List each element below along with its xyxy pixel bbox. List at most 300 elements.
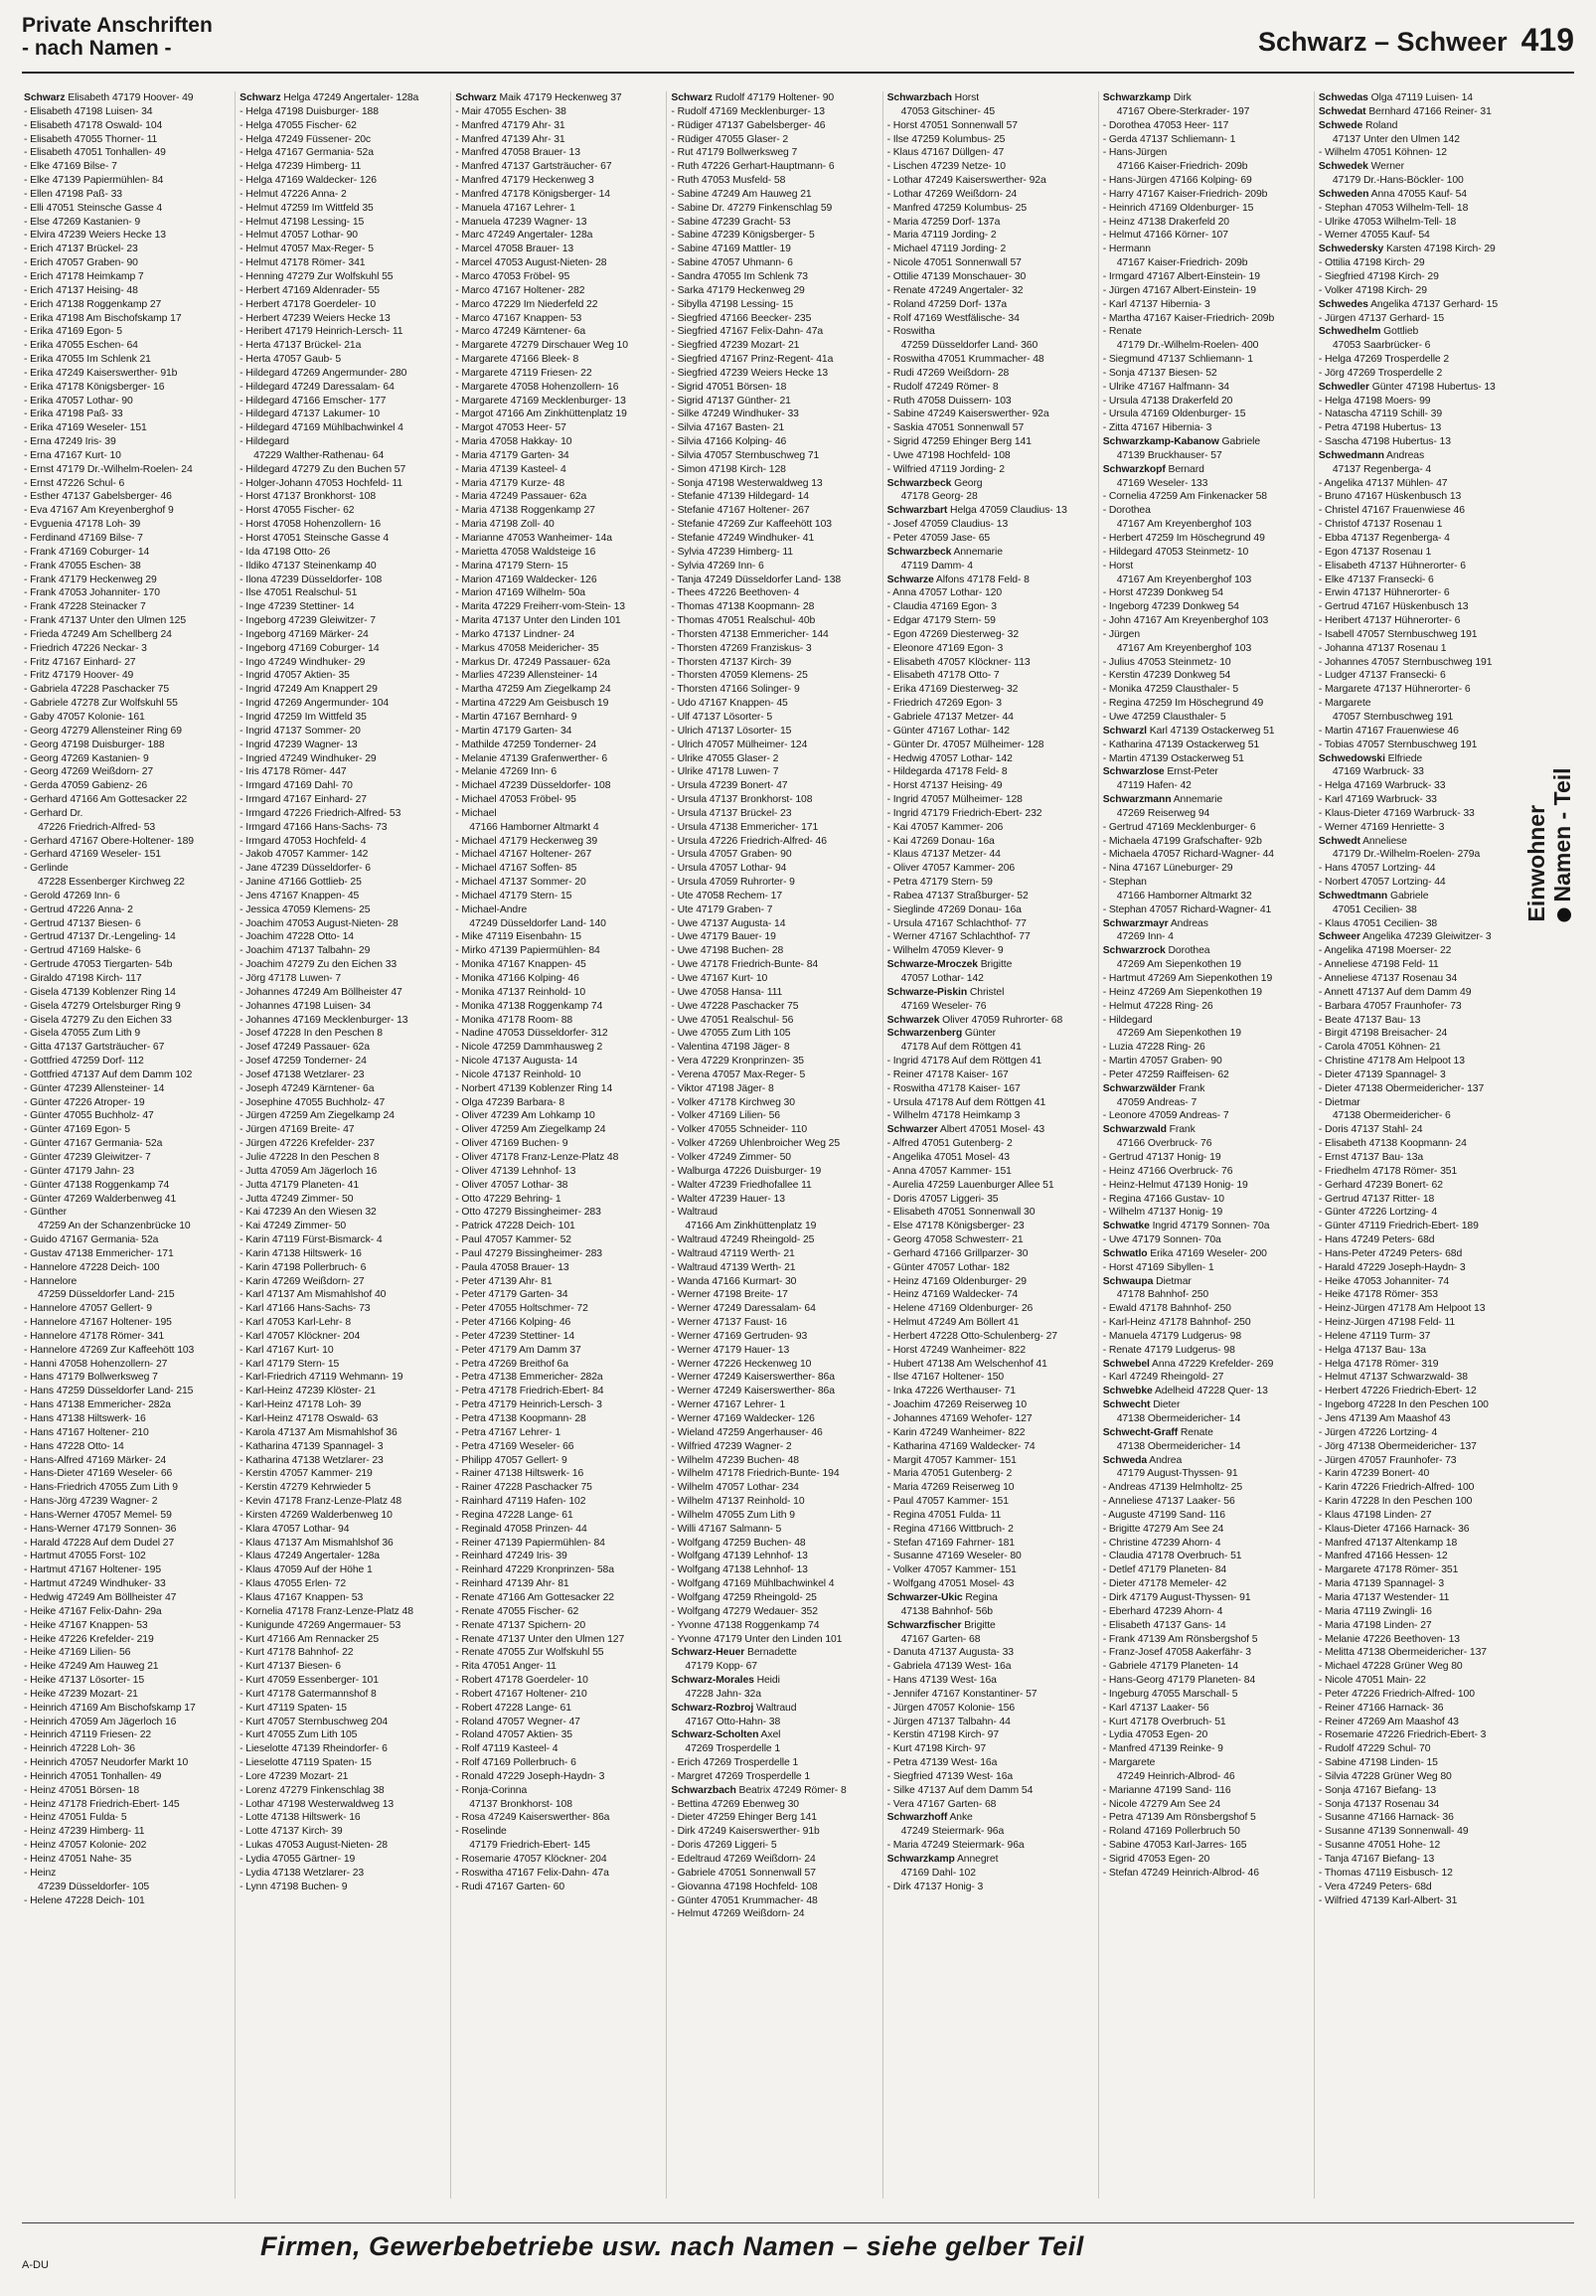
entry-details: - Sigrid 47053 Egen- 20 — [1102, 1854, 1210, 1865]
directory-entry — [24, 1082, 233, 1096]
directory-entry — [671, 1716, 879, 1729]
entry-details: - Gerhard 47239 Bonert- 62 — [1318, 1179, 1443, 1191]
directory-entry — [239, 119, 448, 133]
entry-details: - Gabriele 47278 Zur Wolfskuhl 55 — [24, 698, 178, 710]
entry-details: - Martha 47167 Kaiser-Friedrich- 209b — [1102, 312, 1275, 324]
directory-entry — [239, 1096, 448, 1110]
entry-details: Anna 47055 Kauf- 54 — [1368, 188, 1467, 200]
directory-entry — [887, 930, 1096, 944]
entry-details: - Gabriele 47179 Planeten- 14 — [1102, 1661, 1239, 1673]
entry-details: - Helene 47169 Oldenburger- 26 — [886, 1303, 1034, 1315]
entry-details: - Elvira 47239 Weiers Hecke 13 — [24, 230, 166, 242]
entry-details: - Rüdiger 47055 Glaser- 2 — [671, 133, 789, 145]
directory-entry — [455, 1398, 664, 1412]
entry-details: - Nina 47167 Lüneburger- 29 — [1102, 863, 1233, 875]
directory-entry — [1103, 532, 1312, 546]
surname: Schwarzhoff — [886, 1812, 948, 1824]
directory-entry — [887, 1371, 1096, 1385]
entry-details: - Reinhard 47139 Ahr- 81 — [455, 1578, 569, 1590]
entry-details: - Heike 47137 Lösorter- 15 — [24, 1675, 145, 1687]
entry-details: - Doris 47137 Stahl- 24 — [1318, 1124, 1423, 1136]
entry-details: - Horst 47249 Wanheimer- 822 — [886, 1344, 1027, 1356]
entry-details: - Jürgen 47137 Talbahn- 44 — [886, 1716, 1011, 1727]
entry-details: Andrea — [1147, 1454, 1183, 1466]
entry-details: - Margarete 47178 Römer- 351 — [1318, 1564, 1459, 1576]
directory-entry — [1103, 1825, 1312, 1839]
directory-entry — [24, 1894, 233, 1908]
entry-details: 47229 Walther-Rathenau- 64 — [253, 449, 385, 461]
directory-entry — [239, 1839, 448, 1853]
entry-details: - Inka 47226 Werthauser- 71 — [886, 1386, 1016, 1397]
entry-details: - Michael 47179 Stern- 15 — [455, 890, 572, 902]
entry-details: - Waltraud — [671, 1207, 718, 1219]
directory-entry — [24, 642, 233, 656]
entry-details: - Siegmund 47137 Schliemann- 1 — [1102, 354, 1253, 366]
entry-details: - Monika 47166 Kolping- 46 — [455, 973, 579, 984]
directory-entry — [887, 1825, 1096, 1839]
entry-details: - Josef 47249 Passauer- 62a — [239, 1042, 370, 1054]
directory-entry — [239, 1179, 448, 1193]
directory-entry — [455, 1454, 664, 1468]
directory-entry — [671, 463, 879, 477]
directory-column — [1319, 91, 1529, 2199]
entry-details: - Sascha 47198 Hubertus- 13 — [1318, 436, 1451, 448]
entry-details: - Monika 47259 Clausthaler- 5 — [1102, 684, 1238, 696]
directory-entry — [1103, 1082, 1312, 1096]
entry-details: - Maria 47139 Kasteel- 4 — [455, 463, 566, 475]
entry-details: - Margarete — [1102, 1757, 1156, 1769]
entry-details: - Ernst 47137 Bau- 13a — [1318, 1151, 1424, 1163]
entry-details: - Anneliese 47137 Laaker- 56 — [1102, 1496, 1235, 1508]
entry-details: - Ruth 47058 Duissern- 103 — [886, 395, 1012, 407]
directory-entry — [24, 1742, 233, 1756]
directory-entry — [1319, 1261, 1527, 1275]
entry-details: - Petra 47178 Friedrich-Ebert- 84 — [455, 1386, 604, 1397]
directory-entry — [1103, 395, 1312, 409]
directory-entry — [1319, 1151, 1527, 1165]
directory-entry — [455, 1577, 664, 1591]
directory-entry — [1319, 1811, 1527, 1825]
directory-entry — [887, 216, 1096, 230]
entry-details: - Manuela 47179 Ludgerus- 98 — [1102, 1330, 1242, 1342]
directory-entry — [24, 477, 233, 491]
directory-entry — [24, 1756, 233, 1770]
directory-entry — [1319, 779, 1527, 793]
entry-details: - Gerda 47059 Gabienz- 26 — [24, 780, 147, 792]
directory-entry — [24, 862, 233, 876]
directory-entry — [455, 284, 664, 298]
entry-details: 47166 Kaiser-Friedrich- 209b — [1116, 161, 1248, 173]
surname: Schwarzfischer — [886, 1619, 962, 1631]
entry-details: - Martina 47229 Am Geisbusch 19 — [455, 698, 609, 710]
directory-entry — [239, 216, 448, 230]
entry-details: Adelheid 47228 Quer- 13 — [1152, 1386, 1268, 1397]
directory-entry — [887, 903, 1096, 917]
entry-details: - Kurt 47178 Gatermannshof 8 — [239, 1688, 377, 1700]
entry-details: - Elisabeth 47137 Hühnerorter- 6 — [1318, 560, 1466, 572]
entry-details: - Ilse 47051 Realschul- 51 — [239, 587, 358, 599]
directory-entry — [455, 1344, 664, 1358]
entry-details: Karl 47139 Ostackerweg 51 — [1146, 725, 1275, 737]
directory-entry — [1103, 1591, 1312, 1605]
entry-details: - Heike 47226 Krefelder- 219 — [24, 1633, 154, 1645]
directory-entry — [24, 1495, 233, 1509]
directory-entry — [671, 395, 879, 409]
directory-entry — [24, 1550, 233, 1563]
entry-details: - Hans-Werner 47057 Memel- 59 — [24, 1509, 172, 1521]
directory-entry — [1103, 793, 1312, 807]
entry-details: - Otto 47229 Behring- 1 — [455, 1193, 561, 1205]
directory-entry — [1319, 339, 1527, 353]
entry-details: - Volker 47057 Kammer- 151 — [886, 1564, 1017, 1576]
directory-entry — [1319, 752, 1527, 766]
directory-entry — [24, 1716, 233, 1729]
directory-entry — [1319, 421, 1527, 435]
directory-entry — [1103, 105, 1312, 119]
entry-details: - Dorothea 47053 Heer- 117 — [1102, 119, 1229, 131]
surname: Schwarzkamp — [1102, 92, 1171, 103]
entry-details: - Ellen 47198 Paß- 33 — [24, 188, 122, 200]
entry-details: - Wolfgang 47138 Lehnhof- 13 — [671, 1564, 808, 1576]
directory-entry — [239, 1041, 448, 1055]
entry-details: - Claudia 47169 Egon- 3 — [886, 601, 997, 613]
entry-details: - Klaus 47249 Angertaler- 128a — [239, 1551, 380, 1562]
entry-details: - Horst 47137 Heising- 49 — [886, 780, 1003, 792]
entry-details: - Elisabeth 47051 Sonnenwall 30 — [886, 1207, 1036, 1219]
entry-details: - Elli 47051 Steinsche Gasse 4 — [24, 202, 163, 214]
directory-entry — [455, 160, 664, 174]
directory-entry — [455, 821, 664, 835]
entry-details: 47167 Am Kreyenberghof 103 — [1116, 642, 1252, 654]
directory-entry — [671, 656, 879, 670]
directory-entry — [1103, 353, 1312, 367]
entry-details: - Gertrud 47137 Dr.-Lengeling- 14 — [24, 931, 176, 943]
entry-details: - Susanne 47169 Weseler- 80 — [886, 1551, 1022, 1562]
entry-details: - Klaus 47059 Auf der Höhe 1 — [239, 1564, 373, 1576]
directory-entry — [671, 202, 879, 216]
entry-details: Dorothea — [1165, 945, 1210, 957]
entry-details: - Petra 47138 Emmericher- 282a — [455, 1372, 603, 1384]
directory-entry — [1103, 1027, 1312, 1041]
directory-entry — [239, 779, 448, 793]
directory-entry — [1319, 395, 1527, 409]
entry-details: - Sieglinde 47269 Donau- 16a — [886, 903, 1022, 915]
directory-entry — [455, 1702, 664, 1716]
directory-entry — [24, 848, 233, 862]
entry-details: - Reiner 47166 Harnack- 36 — [1318, 1702, 1444, 1714]
entry-details: - Horst — [1102, 560, 1134, 572]
directory-entry — [887, 518, 1096, 532]
entry-details: - Rüdiger 47137 Gabelsberger- 46 — [671, 119, 826, 131]
entry-details: - Günter 47138 Roggenkamp 74 — [24, 1179, 170, 1191]
directory-entry — [671, 1688, 879, 1702]
entry-details: - Thorsten 47138 Emmericher- 144 — [671, 628, 829, 640]
directory-entry — [671, 1027, 879, 1041]
directory-entry — [1319, 738, 1527, 752]
entry-details: - Reiner 47178 Kaiser- 167 — [886, 1068, 1009, 1080]
directory-entry — [1319, 1605, 1527, 1619]
directory-entry — [24, 243, 233, 256]
directory-entry — [671, 972, 879, 986]
directory-entry — [1103, 119, 1312, 133]
entry-details: - Monika 47137 Reinhold- 10 — [455, 986, 586, 998]
directory-entry — [24, 381, 233, 395]
entry-details: - Dorothea — [1102, 505, 1151, 517]
directory-entry — [887, 325, 1096, 339]
page-range — [1258, 22, 1574, 59]
directory-entry — [671, 958, 879, 972]
directory-entry — [887, 1261, 1096, 1275]
entry-details: - Joachim 47053 August-Nieten- 28 — [239, 917, 399, 929]
directory-entry — [887, 1563, 1096, 1577]
directory-entry — [671, 1853, 879, 1867]
directory-entry — [1103, 1123, 1312, 1137]
entry-details: - Kerstin 47198 Kirch- 97 — [886, 1729, 999, 1741]
directory-entry — [887, 1633, 1096, 1647]
directory-entry — [1319, 1000, 1527, 1014]
entry-details: - Josef 47259 Tonderner- 24 — [239, 1056, 367, 1067]
directory-entry — [239, 752, 448, 766]
directory-entry — [455, 367, 664, 381]
directory-entry — [887, 972, 1096, 986]
directory-columns — [24, 91, 1529, 2199]
entry-details: - Kornelia 47178 Franz-Lenze-Platz 48 — [239, 1605, 413, 1617]
directory-entry — [455, 395, 664, 409]
directory-entry — [1319, 1577, 1527, 1591]
entry-details: - Claudia 47178 Overbruch- 51 — [1102, 1551, 1242, 1562]
entry-details: - Frank 47137 Unter den Ulmen 125 — [24, 615, 187, 627]
entry-details: - Georg 47269 Weißdorn- 27 — [24, 766, 154, 778]
entry-details: - Dieter 47259 Ehinger Berg 141 — [671, 1812, 817, 1824]
entry-details: - Marianne 47053 Wanheimer- 14a — [455, 533, 612, 544]
entry-details: - Horst 47051 Sonnenwall 57 — [886, 119, 1018, 131]
entry-details: 47051 Cecilien- 38 — [1332, 903, 1417, 915]
directory-entry — [1103, 1330, 1312, 1344]
directory-entry — [455, 835, 664, 849]
directory-entry — [239, 1523, 448, 1537]
directory-entry — [1319, 1839, 1527, 1853]
entry-details: 47138 Obermeidericher- 6 — [1332, 1110, 1451, 1122]
entry-details: - Heinrich 47169 Oldenburger- 15 — [1102, 202, 1254, 214]
surname: Schwarzlose — [1102, 766, 1165, 778]
directory-entry — [671, 1233, 879, 1247]
entry-details: - Peter 47166 Kolping- 46 — [455, 1317, 571, 1329]
entry-details: - Michael — [455, 807, 497, 819]
entry-details: - Dieter 47138 Obermeidericher- 137 — [1318, 1082, 1485, 1094]
directory-entry — [887, 1867, 1096, 1881]
entry-details: - Margarete 47119 Friesen- 22 — [455, 367, 592, 379]
entry-details: - Wolfgang 47259 Buchen- 48 — [671, 1537, 806, 1549]
entry-details: - Jutta 47249 Zimmer- 50 — [239, 1193, 354, 1205]
entry-details: - Renate 47179 Ludgerus- 98 — [1102, 1344, 1235, 1356]
entry-details: 47137 Unter den Ulmen 142 — [1332, 133, 1460, 145]
directory-entry — [24, 1728, 233, 1742]
directory-entry — [887, 1756, 1096, 1770]
entry-details: - Renate 47166 Am Gottesacker 22 — [455, 1591, 614, 1603]
entry-details: Dieter — [1150, 1399, 1181, 1411]
directory-entry — [239, 1233, 448, 1247]
directory-entry — [239, 367, 448, 381]
directory-entry — [887, 1014, 1096, 1028]
directory-entry — [671, 1646, 879, 1660]
entry-details: 47138 Bahnhof- 56b — [900, 1605, 993, 1617]
directory-entry — [1103, 216, 1312, 230]
directory-entry — [671, 1014, 879, 1028]
entry-details: - Wilfried 47139 Karl-Albert- 31 — [1318, 1894, 1458, 1906]
entry-details: Beatrix 47249 Römer- 8 — [735, 1784, 847, 1796]
entry-details: - Erwin 47137 Hühnerorter- 6 — [1318, 587, 1450, 599]
entry-details: - Margarete 47279 Dirschauer Weg 10 — [455, 340, 628, 352]
directory-entry — [24, 1426, 233, 1440]
entry-details: - Werner 47179 Hauer- 13 — [671, 1344, 790, 1356]
entry-details: Elfriede — [1384, 752, 1423, 764]
entry-details: - Gertrud 47169 Halske- 6 — [24, 945, 141, 957]
directory-entry — [1103, 1206, 1312, 1220]
entry-details: - Thomas 47138 Koopmann- 28 — [671, 601, 815, 613]
entry-details: - Udo 47167 Knappen- 45 — [671, 698, 788, 710]
entry-details: 47169 Warbruck- 33 — [1332, 766, 1424, 778]
entry-details: - Hildegard — [239, 436, 289, 448]
directory-entry — [887, 1123, 1096, 1137]
directory-entry — [671, 367, 879, 381]
directory-entry — [239, 1798, 448, 1812]
directory-entry — [671, 986, 879, 1000]
directory-entry — [1103, 1096, 1312, 1110]
entry-details: - Margret 47269 Trosperdelle 1 — [671, 1770, 811, 1782]
directory-entry — [455, 1825, 664, 1839]
directory-entry — [671, 1811, 879, 1825]
directory-entry — [671, 848, 879, 862]
entry-details: - Siegfried 47166 Beecker- 235 — [671, 312, 812, 324]
directory-entry — [671, 1674, 879, 1688]
entry-details: - Günter 47057 Lothar- 182 — [886, 1261, 1010, 1273]
directory-entry — [887, 986, 1096, 1000]
directory-entry — [24, 105, 233, 119]
entry-details: - Helmut 47249 Am Böllert 41 — [886, 1317, 1020, 1329]
entry-details: - Nadine 47053 Düsseldorfer- 312 — [455, 1028, 608, 1040]
directory-entry — [24, 560, 233, 574]
entry-details: - Jens 47139 Am Maashof 43 — [1318, 1413, 1451, 1424]
directory-entry — [1319, 958, 1527, 972]
directory-entry — [887, 298, 1096, 312]
entry-details: Frank — [1166, 1124, 1196, 1136]
entry-details: - Karl 47137 Laaker- 56 — [1102, 1702, 1209, 1714]
entry-details: - Katharina 47139 Spannagel- 3 — [239, 1440, 384, 1452]
directory-entry — [239, 421, 448, 435]
directory-entry — [455, 408, 664, 421]
entry-details: - Hildegard 47279 Zu den Buchen 57 — [239, 463, 406, 475]
entry-details: - Elisabeth 47178 Otto- 7 — [886, 670, 1000, 682]
directory-entry — [1103, 697, 1312, 711]
directory-entry — [1103, 449, 1312, 463]
directory-entry — [1319, 1537, 1527, 1551]
entry-details: - Karl-Heinz 47178 Loh- 39 — [239, 1399, 362, 1411]
entry-details: - Sonja 47137 Rosenau 34 — [1318, 1798, 1440, 1810]
entry-details: - Wilhelm 47137 Reinhold- 10 — [671, 1496, 805, 1508]
entry-details: - Regina 47259 Im Höschegrund 49 — [1102, 698, 1264, 710]
directory-entry — [1103, 146, 1312, 160]
entry-details: - Helga 47198 Moers- 99 — [1318, 395, 1431, 407]
directory-entry — [671, 1179, 879, 1193]
directory-entry — [455, 518, 664, 532]
entry-details: - Wieland 47259 Angerhauser- 46 — [671, 1426, 823, 1438]
directory-entry — [455, 1646, 664, 1660]
directory-entry — [239, 1123, 448, 1137]
name-range: Schwarz – Schweer — [1257, 27, 1508, 57]
entry-details: - Sigrid 47137 Günther- 21 — [671, 395, 791, 407]
entry-details: - Martin 47179 Garten- 34 — [455, 725, 572, 737]
surname: Schwecht — [1102, 1399, 1151, 1411]
entry-details: - Siegfried 47239 Weiers Hecke 13 — [671, 367, 829, 379]
directory-entry — [455, 1798, 664, 1812]
directory-entry — [239, 518, 448, 532]
entry-details: - Silvia 47166 Kolping- 46 — [671, 436, 787, 448]
entry-details: - Hannelore — [24, 1275, 78, 1287]
directory-entry — [887, 821, 1096, 835]
entry-details: - Monika 47138 Roggenkamp 74 — [455, 1000, 603, 1012]
directory-entry — [887, 1728, 1096, 1742]
directory-entry — [887, 477, 1096, 491]
directory-entry — [887, 711, 1096, 725]
directory-entry — [24, 1674, 233, 1688]
directory-entry — [24, 1179, 233, 1193]
directory-entry — [239, 395, 448, 409]
directory-entry — [239, 188, 448, 202]
entry-details: 47259 Düsseldorfer Land- 215 — [38, 1289, 175, 1301]
entry-details: - Susanne 47051 Hohe- 12 — [1318, 1840, 1441, 1852]
entry-details: - Hanni 47058 Hohenzollern- 27 — [24, 1358, 168, 1370]
entry-details: - Annett 47137 Auf dem Damm 49 — [1318, 986, 1472, 998]
directory-entry — [24, 353, 233, 367]
directory-entry — [239, 876, 448, 890]
directory-entry — [1319, 944, 1527, 958]
entry-details: - Barbara 47057 Fraunhofer- 73 — [1318, 1000, 1462, 1012]
directory-entry — [455, 807, 664, 821]
directory-entry — [1103, 1495, 1312, 1509]
entry-details: 47228 Essenberger Kirchweg 22 — [38, 877, 185, 889]
directory-entry — [1319, 1495, 1527, 1509]
directory-entry — [887, 1330, 1096, 1344]
directory-entry — [24, 930, 233, 944]
entry-details: 47166 Overbruck- 76 — [1116, 1138, 1212, 1150]
directory-entry — [671, 1454, 879, 1468]
directory-entry — [671, 1770, 879, 1784]
entry-details: - Gertrud 47169 Mecklenburger- 6 — [1102, 821, 1256, 833]
entry-details: - Erika 47169 Egon- 5 — [24, 326, 122, 338]
entry-details: 47053 Gitschiner- 45 — [900, 105, 996, 117]
entry-details: - Norbert 47139 Koblenzer Ring 14 — [455, 1082, 613, 1094]
surname: Schwarz-Morales — [671, 1675, 754, 1687]
directory-entry — [239, 229, 448, 243]
entry-details: 47179 Friedrich-Ebert- 145 — [469, 1840, 590, 1852]
directory-entry — [455, 1261, 664, 1275]
directory-entry — [887, 160, 1096, 174]
entry-details: - Giraldo 47198 Kirch- 117 — [24, 973, 142, 984]
entry-details: - Maria 47179 Kurze- 48 — [455, 477, 565, 489]
directory-entry — [887, 546, 1096, 560]
directory-entry — [24, 202, 233, 216]
directory-entry — [1319, 807, 1527, 821]
directory-entry — [239, 1206, 448, 1220]
directory-entry — [1103, 504, 1312, 518]
directory-entry — [1319, 1716, 1527, 1729]
directory-entry — [1319, 1316, 1527, 1330]
entry-details: - Anneliese 47137 Rosenau 34 — [1318, 973, 1458, 984]
entry-details: - Monika 47167 Knappen- 45 — [455, 959, 586, 971]
entry-details: - Josef 47138 Wetzlarer- 23 — [239, 1068, 365, 1080]
entry-details: - Rudi 47167 Garten- 60 — [455, 1881, 565, 1892]
entry-details: - Marko 47137 Lindner- 24 — [455, 628, 575, 640]
